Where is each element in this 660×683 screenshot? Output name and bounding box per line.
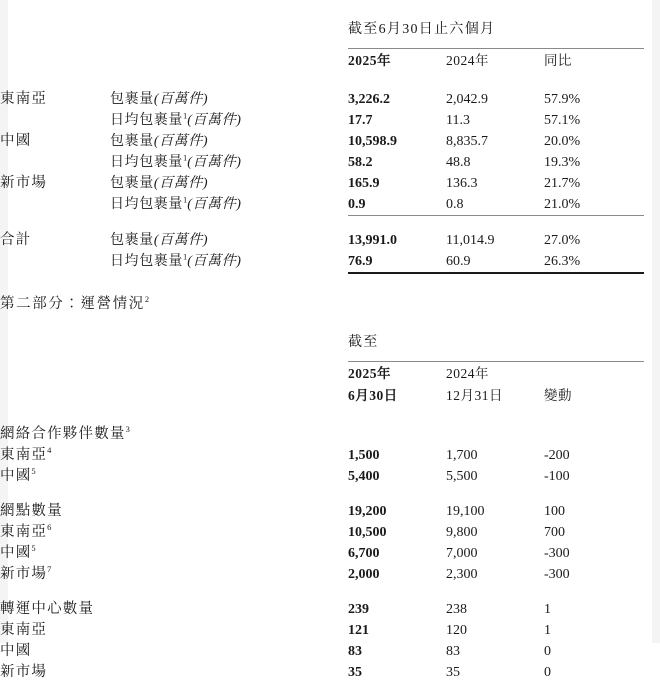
- metric-label-text: 包裹量: [110, 176, 154, 191]
- metric-label-text: 包裹量: [110, 233, 154, 248]
- volume-rows: [0, 89, 660, 216]
- row-end-pad: [644, 599, 660, 620]
- group-spacer: [0, 585, 660, 599]
- value-2024: 120: [446, 623, 467, 638]
- group-label-text: 網絡合作夥伴數量: [0, 426, 126, 442]
- operations-col-header-2025-date: 6月30日: [348, 388, 398, 403]
- total-label: [0, 251, 110, 273]
- value-2025: 165.9: [348, 176, 380, 191]
- group-header-row: [0, 501, 660, 522]
- sub-label-text: 中國: [0, 468, 32, 484]
- value-change: -200: [544, 448, 570, 463]
- table-row: [0, 173, 660, 194]
- value-yoy: 21.0%: [544, 194, 644, 216]
- total-value-2025: 13,991.0: [348, 233, 397, 248]
- region-label: 中國: [0, 133, 32, 149]
- table-row: [0, 131, 660, 152]
- sub-label: [0, 662, 348, 683]
- row-end-pad: [644, 424, 660, 445]
- footnote-marker: 6: [47, 522, 52, 533]
- sub-label: [0, 641, 348, 662]
- row-end-pad: [644, 110, 660, 131]
- group-header-row: [0, 424, 660, 445]
- value-2025: 83: [348, 644, 362, 659]
- volume-group-header-row: [0, 18, 660, 44]
- metric-label: [110, 194, 348, 216]
- value-2024: 5,500: [446, 469, 478, 484]
- metric-footnote-marker: 1: [183, 110, 188, 121]
- value-2025: 58.2: [348, 155, 373, 170]
- metric-unit: (百萬件): [187, 113, 242, 128]
- metric-unit: (百萬件): [187, 155, 242, 170]
- value-2024: 35: [446, 665, 460, 680]
- table-row: [0, 110, 660, 131]
- table-row: [0, 466, 660, 487]
- sub-label-text: 中國: [0, 643, 32, 659]
- region-label: 新市場: [0, 175, 48, 191]
- footnote-marker: 5: [31, 466, 36, 477]
- row-end-pad: [644, 662, 660, 683]
- group-value-change: 1: [544, 602, 551, 617]
- sub-label-text: 新市場: [0, 566, 48, 582]
- value-2024: 7,000: [446, 546, 478, 561]
- group-value-2025: 239: [348, 602, 369, 617]
- value-2025: 5,400: [348, 469, 380, 484]
- metric-label: [110, 173, 348, 194]
- table-row: [0, 89, 660, 110]
- value-2024: 1,700: [446, 448, 478, 463]
- volume-col-header-2025: 2025年: [348, 53, 391, 68]
- group-label: [0, 424, 348, 445]
- group-value-2024: [446, 424, 544, 445]
- section2-title-text: 第二部分：運營情況: [0, 296, 145, 312]
- value-2025: 2,000: [348, 567, 380, 582]
- table-row: [0, 564, 660, 585]
- group-label: [0, 599, 348, 620]
- sub-label: [0, 466, 348, 487]
- sub-label-text: 東南亞: [0, 524, 48, 540]
- metric-unit: (百萬件): [153, 176, 209, 191]
- sub-label: [0, 445, 348, 466]
- group-spacer: [0, 487, 660, 501]
- sub-label-text: 東南亞: [0, 447, 48, 463]
- metric-label: [110, 251, 348, 273]
- total-label: 合計: [0, 232, 32, 248]
- operations-col-header-change-year: [544, 362, 644, 385]
- table-row: [0, 194, 660, 216]
- metric-label: [110, 110, 348, 131]
- row-end-pad: [644, 466, 660, 487]
- value-yoy: 57.9%: [544, 92, 581, 107]
- value-2024: 11.3: [446, 113, 470, 128]
- metric-label-text: 日均包裹量: [110, 113, 183, 128]
- region-label: [0, 194, 110, 216]
- top-spacer: [0, 0, 660, 18]
- value-2025: 6,700: [348, 546, 380, 561]
- row-end-pad: [644, 620, 660, 641]
- row-end-pad: [644, 230, 660, 251]
- value-2025: 121: [348, 623, 369, 638]
- volume-total-rows: [0, 230, 660, 273]
- value-2025: 10,598.9: [348, 134, 397, 149]
- table-row: [0, 620, 660, 641]
- value-2025: 1,500: [348, 448, 380, 463]
- operations-header: [0, 331, 660, 424]
- operations-header-spacer: [0, 406, 660, 424]
- metric-label: [110, 89, 348, 110]
- section2-heading-table: [0, 274, 660, 331]
- group-spacer-row: [0, 487, 660, 501]
- metric-unit: (百萬件): [187, 254, 242, 269]
- metric-unit: (百萬件): [153, 134, 209, 149]
- sub-label-text: 新市場: [0, 664, 48, 680]
- row-end-pad: [644, 445, 660, 466]
- value-change: 0: [544, 665, 551, 680]
- metric-label-text: 日均包裹量: [110, 155, 183, 170]
- footnote-marker: 5: [31, 543, 36, 554]
- group-label: [0, 501, 348, 522]
- metric-label: [110, 152, 348, 173]
- value-yoy: 21.7%: [544, 176, 581, 191]
- section2-title-spacer: [0, 313, 660, 331]
- table-row: [0, 445, 660, 466]
- value-2024: 2,300: [446, 567, 478, 582]
- total-value-2025: 76.9: [348, 251, 446, 273]
- row-end-pad: [644, 152, 660, 173]
- group-header-row: [0, 599, 660, 620]
- value-change: -300: [544, 546, 570, 561]
- sub-label: [0, 620, 348, 641]
- group-value-2024: 19,100: [446, 504, 485, 519]
- total-row: [0, 230, 660, 251]
- operations-col-header-line2: [0, 384, 660, 406]
- group-value-2025: 19,200: [348, 504, 387, 519]
- metric-label: [110, 131, 348, 152]
- metric-label-text: 包裹量: [110, 92, 154, 107]
- row-end-pad: [644, 131, 660, 152]
- group-value-2025: [348, 424, 446, 445]
- section2-title-footnote: 2: [144, 294, 150, 305]
- row-end-pad: [644, 522, 660, 543]
- value-2025: 35: [348, 665, 362, 680]
- table-row: [0, 641, 660, 662]
- value-yoy: 19.3%: [544, 155, 581, 170]
- value-2024: 9,800: [446, 525, 478, 540]
- operations-rows: [0, 424, 660, 683]
- volume-col-header-2024: 2024年: [446, 53, 489, 68]
- value-yoy: 57.1%: [544, 113, 581, 128]
- total-value-2024: 60.9: [446, 251, 544, 273]
- row-end-pad: [644, 564, 660, 585]
- operations-group-header-row: [0, 331, 660, 357]
- value-2024: 8,835.7: [446, 134, 488, 149]
- footnote-marker: 3: [125, 424, 130, 435]
- footnote-marker: 7: [47, 564, 52, 575]
- region-label: 東南亞: [0, 91, 48, 107]
- table-row: [0, 152, 660, 173]
- volume-table: [0, 0, 660, 274]
- operations-col-header-2025-year: 2025年: [348, 366, 391, 381]
- footnote-marker: 4: [47, 445, 52, 456]
- value-change: 700: [544, 525, 565, 540]
- region-label: [0, 152, 110, 173]
- group-spacer-row: [0, 585, 660, 599]
- metric-unit: (百萬件): [153, 233, 209, 248]
- sub-label: [0, 522, 348, 543]
- value-2024: 2,042.9: [446, 92, 488, 107]
- row-end-pad: [644, 501, 660, 522]
- group-value-2024: 238: [446, 602, 467, 617]
- value-2025: 3,226.2: [348, 92, 390, 107]
- metric-label: [110, 230, 348, 251]
- sub-label-text: 中國: [0, 545, 32, 561]
- operations-col-header-2024-date: 12月31日: [446, 388, 503, 403]
- volume-group-header: 截至6月30日止六個月: [348, 22, 496, 37]
- value-2024: 83: [446, 644, 460, 659]
- row-end-pad: [644, 89, 660, 110]
- metric-unit: (百萬件): [153, 92, 209, 107]
- volume-table-body: [0, 0, 660, 89]
- group-value-change: 100: [544, 504, 565, 519]
- metric-label-text: 包裹量: [110, 134, 154, 149]
- operations-col-header-line1: [0, 362, 660, 385]
- total-value-yoy: 27.0%: [544, 233, 581, 248]
- row-end-pad: [644, 251, 660, 273]
- total-value-yoy: 26.3%: [544, 251, 644, 273]
- group-label-text: 網點數量: [0, 503, 63, 519]
- section2-top-spacer: [0, 274, 660, 292]
- operations-col-header-change: 變動: [544, 388, 572, 403]
- value-2025: 10,500: [348, 525, 387, 540]
- volume-total-section: [0, 216, 660, 231]
- table-row: [0, 662, 660, 683]
- section2-title: [0, 292, 660, 313]
- row-end-pad: [644, 641, 660, 662]
- volume-column-header-row: [0, 49, 660, 72]
- metric-footnote-marker: 1: [183, 194, 188, 205]
- sub-label: [0, 564, 348, 585]
- metric-label-text: 日均包裹量: [110, 197, 183, 212]
- group-label-text: 轉運中心數量: [0, 601, 95, 617]
- value-2024: 136.3: [446, 176, 478, 191]
- volume-col-header-yoy: 同比: [544, 53, 572, 68]
- section2-title-row: [0, 292, 660, 313]
- metric-footnote-marker: 1: [183, 152, 188, 163]
- row-end-pad: [644, 194, 660, 216]
- sub-label-text: 東南亞: [0, 622, 48, 638]
- metric-label-text: 日均包裹量: [110, 254, 183, 269]
- value-2024: 0.8: [446, 194, 544, 216]
- metric-footnote-marker: 1: [183, 251, 188, 262]
- value-yoy: 20.0%: [544, 134, 581, 149]
- value-change: -100: [544, 469, 570, 484]
- volume-header-spacer: [0, 71, 660, 89]
- row-end-pad: [644, 543, 660, 564]
- total-value-2024: 11,014.9: [446, 233, 495, 248]
- region-label: [0, 110, 110, 131]
- total-row: [0, 251, 660, 273]
- table-row: [0, 522, 660, 543]
- operations-table: [0, 331, 660, 683]
- row-end-pad: [644, 173, 660, 194]
- volume-total-spacer: [0, 216, 660, 231]
- operations-col-header-2024-year: 2024年: [446, 366, 489, 381]
- value-2024: 48.8: [446, 155, 471, 170]
- sub-label: [0, 543, 348, 564]
- value-change: -300: [544, 567, 570, 582]
- group-value-change: [544, 424, 644, 445]
- value-2025: 17.7: [348, 113, 373, 128]
- value-2025: 0.9: [348, 194, 446, 216]
- metric-unit: (百萬件): [187, 197, 242, 212]
- operations-group-header: 截至: [348, 335, 379, 350]
- value-change: 0: [544, 644, 551, 659]
- value-change: 1: [544, 623, 551, 638]
- table-row: [0, 543, 660, 564]
